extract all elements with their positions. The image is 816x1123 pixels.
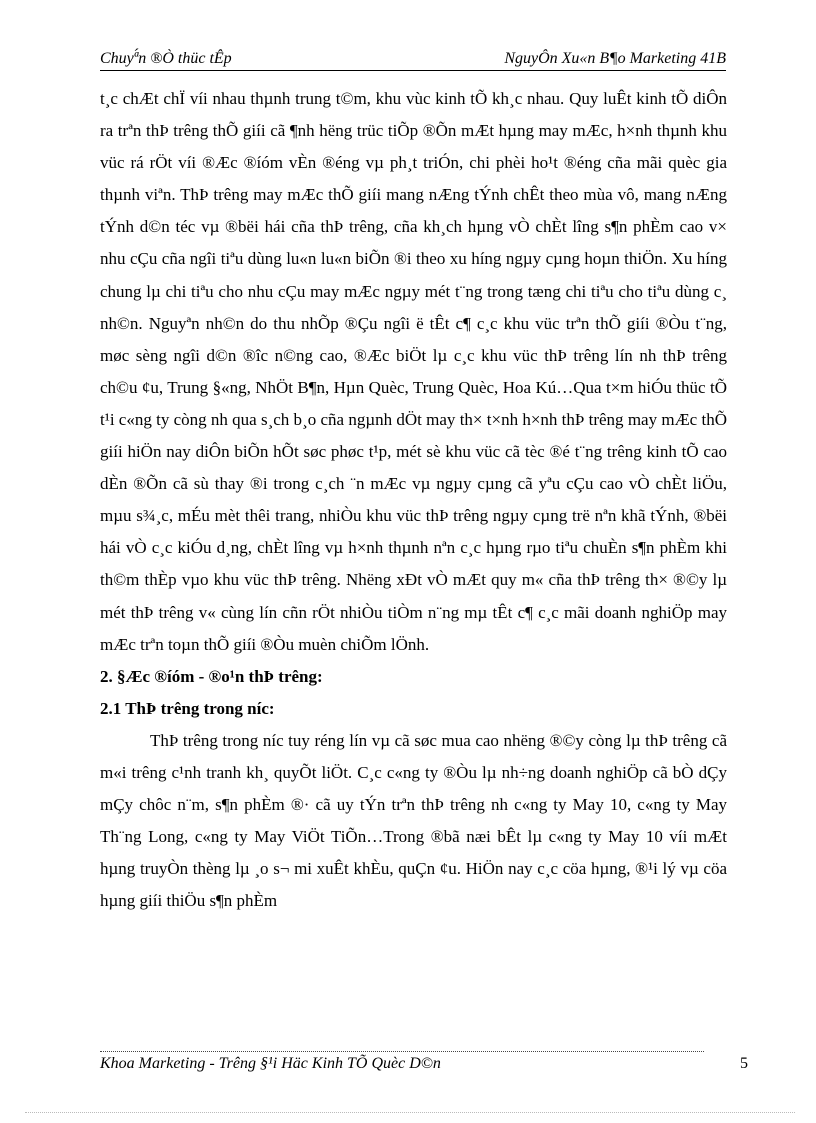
footer-rule [100,1051,704,1052]
subsection-heading-2-1: 2.1 ThÞ trêng trong níc: [100,698,275,718]
page-header [100,50,726,68]
paragraph-1: t¸c chÆt chÏ víi nhau thµnh trung t©m, khu vùc kinh tÕ kh¸c nhau. Quy luÊt kinh tÕ diÔn ra trªn thÞ trêng thÕ giíi cã ¶nh hëng trüc tiÕp ®Õn mÆt hµng may mÆc, h×nh thµnh khu vüc rá rÖt víi ®Æc ®íóm vÈn ®éng vµ ph¸t triÓn, chi phèi ho¹t ®éng cña mãi quèc gia thµnh viªn. ThÞ trêng may mÆc thÕ giíi mang nÆng tÝnh chÊt theo mùa vô, mang nÆng tÝnh d©n téc vµ ®bëi hái cña thÞ trêng, cña kh¸ch hµng vÒ chÈt lîng s¶n phÈm cao v× nhu cÇu cña ngîi tiªu dùng lu«n lu«n biÕn ®i theo xu híng ngµy cµng hoµn thiÖn. Xu híng chung lµ chi tiªu cho nhu cÇu may mÆc ngµy mét t¨ng trong tæng chi tiªu cho tiªu dùng c¸ nh©n. Nguyªn nh©n do thu nhÕp ®Çu ngîi ë tÊt c¶ c¸c khu vüc trªn thÕ giíi ®Òu t¨ng, møc sèng ngîi d©n ®îc n©ng cao, ®Æc biÖt lµ c¸c khu vüc thÞ trêng lín nh thÞ trêng ch©u ¢u, Trung §«ng, NhÖt B¶n, Hµn Quèc, Trung Quèc, Hoa Kú…Qua t×m hiÓu thüc tÕ t¹i c«ng ty còng nh qua s¸ch b¸o cña ngµnh dÖt may th× t×nh h×nh thÞ trêng may mÆc thÕ giíi hiÖn nay diÔn biÕn hÕt søc phøc t¹p, mét sè khu vüc cã tèc ®é t¨ng trêng kinh tÕ cao dÈn ®Õn cã sù thay ®i trong c¸ch ¨n mÆc vµ ngµy cµng cã yªu cÇu cao vÒ chÈt liÖu, mµu s¾¸c, mÉu mèt thêi trang, nhiÒu khu vüc thÞ trêng ngµy cµng trë nªn khã tÝnh, ®bëi hái vÒ c¸c kiÓu d¸ng, chÈt lîng vµ h×nh thµnh nªn c¸c hµng rµo tiªu chuÈn s¶n phÈm khi th©m thÈp vµo khu vüc thÞ trêng. Nhëng xÐt vÒ mÆt quy m« cña thÞ trêng th× ®©y lµ mét thÞ trêng v« cùng lín cñn rÖt nhiÒu tiÒm n¨ng mµ tÊt c¶ c¸c mãi doanh nghiÖp may mÆc trªn toµn thÕ giíi ®Òu muèn chiÕm lÖnh. [100,89,727,654]
header-rule [100,70,726,71]
paragraph-2: ThÞ trêng trong níc tuy réng lín vµ cã søc mua cao nhëng ®©y còng lµ thÞ trêng cã m«i trêng c¹nh tranh kh¸ quyÕt liÖt. C¸c c«ng ty ®Òu lµ nh÷ng doanh nghiÖp cã bÒ dÇy mÇy chôc n¨m, s¶n phÈm ®· cã uy tÝn trªn thÞ trêng nh c«ng ty May 10, c«ng ty May Th¨ng Long, c«ng ty May ViÖt TiÕn…Trong ®bã næi bÊt lµ c«ng ty May 10 víi mÆt hµng truyÒn thèng lµ ¸o s¬ mi xuÊt khÈu, quÇn ¢u. HiÖn nay c¸c cöa hµng, ®¹i lý vµ cöa hµng giíi thiÖu s¶n phÈm [100,730,727,911]
page-number: 5 [740,1055,748,1072]
header-left: Chuyª́n ®Ò thüc tÊp [100,50,232,67]
document-body [100,83,727,917]
page-bottom-border [25,1112,795,1113]
page-footer [100,1054,748,1074]
footer-left: Khoa Marketing - Trêng §¹i Häc Kinh TÕ Quèc D©n [100,1055,441,1072]
header-right: NguyÔn Xu«n B¶o Marketing 41B [504,50,726,67]
section-heading-2: 2. §Æc ®íóm - ®o¹n thÞ trêng: [100,666,323,686]
